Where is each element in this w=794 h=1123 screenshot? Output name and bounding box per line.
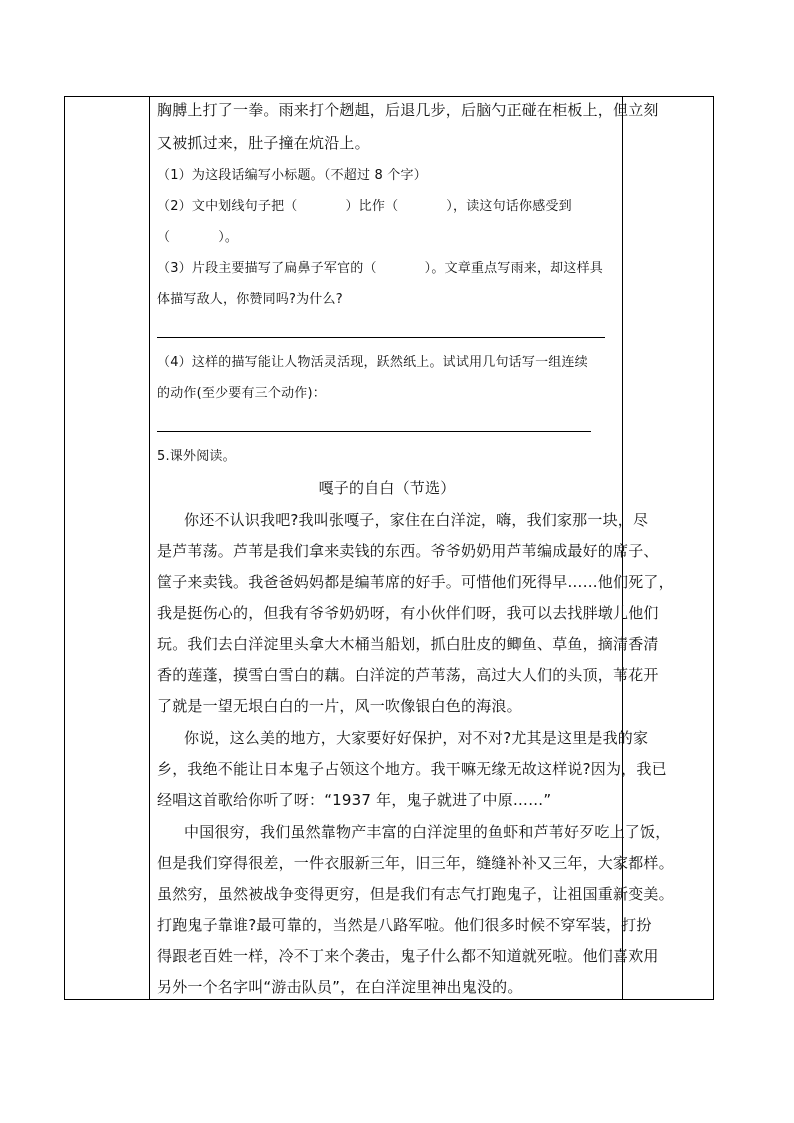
answer-line[interactable] <box>157 431 591 432</box>
reading-line: 筐子来卖钱。我爸爸妈妈都是编苇席的好手。可惜他们死得早……他们死了， <box>157 573 674 591</box>
reading-line: 玩。我们去白洋淀里头拿大木桶当船划，抓白肚皮的鲫鱼、草鱼，摘清香清 <box>157 635 659 653</box>
reading-line: 乡，我绝不能让日本鬼子占领这个地方。我干嘛无缘无故这样说?因为，我已 <box>157 760 667 778</box>
reading-line: 中国很穷，我们虽然靠物产丰富的白洋淀里的鱼虾和芦苇好歹吃上了饭， <box>184 823 671 841</box>
question-4-cont: 的动作(至少要有三个动作)： <box>157 386 326 401</box>
reading-line: 另外一个名字叫“游击队员”，在白洋淀里神出鬼没的。 <box>157 978 523 996</box>
question-2 <box>157 197 617 217</box>
reading-line: 我是挺伤心的，但我有爷爷奶奶呀，有小伙伴们呀，我可以去找胖墩儿他们 <box>157 604 659 622</box>
reading-line: 你说，这么美的地方，大家要好好保护，对不对?尤其是这里是我的家 <box>184 729 649 747</box>
passage-line: 胸膊上打了一拳。雨来打个趔趄，后退几步，后脑勺正碰在柜板上，但立刻 <box>157 101 659 119</box>
table-divider-left <box>149 97 150 999</box>
reading-line: 得跟老百姓一样，冷不丁来个袭击，鬼子什么都不知道就死啦。他们喜欢用 <box>157 947 659 965</box>
question-1: （1）为这段话编写小标题。（不超过 8 个字） <box>157 168 427 183</box>
passage-line: 又被抓过来，肚子撞在炕沿上。 <box>157 134 370 152</box>
reading-line: 你还不认识我吧?我叫张嘎子，家住在白洋淀，嗨，我们家那一块，尽 <box>184 511 649 529</box>
reading-line: 了就是一望无垠白白的一片，风一吹像银白色的海浪。 <box>157 697 522 715</box>
question-3-part: （3）片段主要描写了扁鼻子军官的（ <box>157 261 377 276</box>
reading-line: 但是我们穿得很差，一件衣服新三年，旧三年，缝缝补补又三年，大家都样。 <box>157 854 674 872</box>
reading-title: 嘎子的自白（节选） <box>318 479 456 497</box>
question-2-part: （2）文中划线句子把（ <box>157 199 298 214</box>
reading-line: 是芦苇荡。芦苇是我们拿来卖钱的东西。爷爷奶奶用芦苇编成最好的席子、 <box>157 542 659 560</box>
reading-line: 香的莲蓬，摸雪白雪白的藕。白洋淀的芦苇荡，高过大人们的头顶，苇花开 <box>157 666 659 684</box>
question-2-part: ）比作（ <box>345 199 399 214</box>
question-4: （4）这样的描写能让人物活灵活现，跃然纸上。试试用几句话写一组连续 <box>157 355 588 370</box>
question-2-part: ）。 <box>218 230 239 245</box>
question-2-part: ），读这句话你感受到 <box>446 199 572 214</box>
reading-line: 虽然穷，虽然被战争变得更穷，但是我们有志气打跑鬼子，让祖国重新变美。 <box>157 885 674 903</box>
question-3-cont: 体描写敌人，你赞同吗?为什么? <box>157 292 343 307</box>
section-heading: 5.课外阅读。 <box>157 449 236 464</box>
question-3 <box>157 259 617 279</box>
question-3-part: ）。文章重点写雨来，却这样具 <box>424 261 603 276</box>
reading-line: 经唱这首歌给你听了呀：“1937 年，鬼子就进了中原……” <box>157 791 552 809</box>
reading-line: 打跑鬼子靠谁?最可靠的，当然是八路军啦。他们很多时候不穿军装，打扮 <box>157 916 652 934</box>
question-2-part: （ <box>157 230 171 245</box>
question-2-cont <box>157 228 617 248</box>
answer-line[interactable] <box>157 337 605 338</box>
